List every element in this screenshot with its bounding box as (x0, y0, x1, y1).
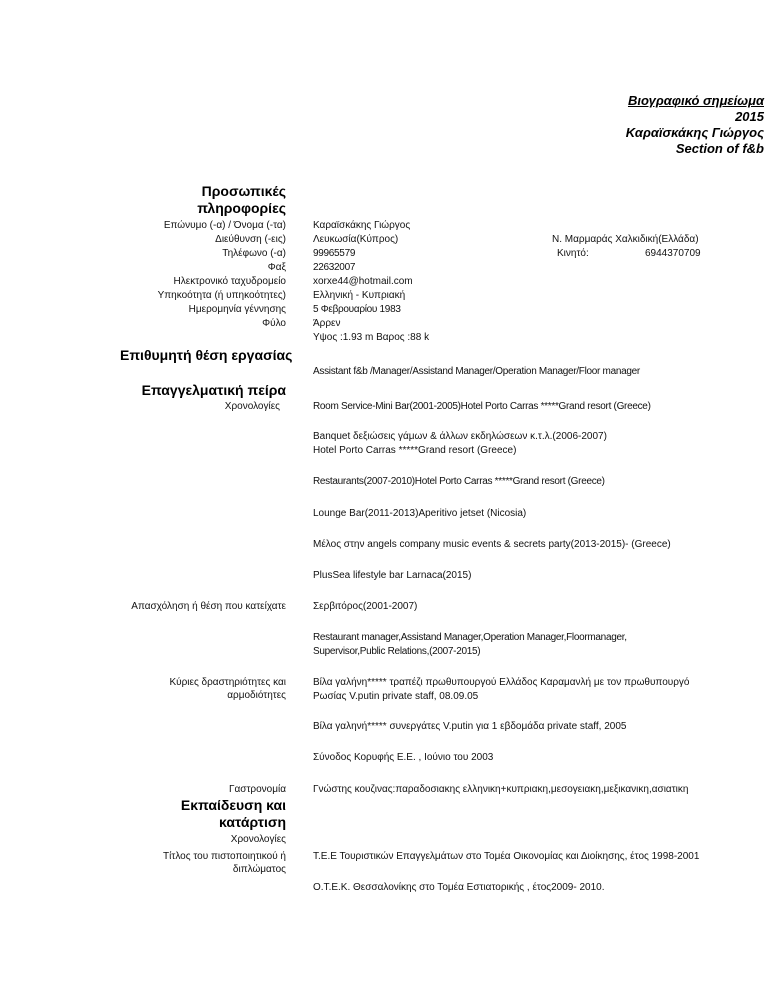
desired-position-title: Επιθυμητή θέση εργασίας (120, 347, 293, 363)
cv-title: Βιογραφικό σημείωμα (627, 93, 764, 108)
duty-entry: Βίλα γαληνή***** συνεργάτες V.putin για 1 εβδομάδα private staff, 2005 (313, 721, 627, 732)
label-name: Επώνυμο (-α) / Όνομα (-τα) (163, 220, 286, 231)
label-phone: Τηλέφωνο (-α) (222, 248, 286, 259)
label-address: Διεύθυνση (-εις) (215, 234, 286, 245)
value-mobile: 6944370709 (645, 248, 701, 259)
value-nationality: Ελληνική - Κυπριακή (313, 290, 406, 301)
label-fax: Φαξ (267, 262, 286, 273)
experience-entry: Hotel Porto Carras *****Grand resort (Greece) (313, 445, 517, 456)
education-entry: Ο.Τ.Ε.Κ. Θεσσαλονίκης στο Τομέα Εστιατορικής , έτος2009- 2010. (313, 882, 605, 893)
personal-info-title: Προσωπικές πληροφορίες (197, 183, 286, 216)
value-name: Καραϊσκάκης Γιώργος (313, 220, 411, 231)
education-entry: Τ.Ε.Ε Τουριστικών Επαγγελμάτων στο Τομέα Οικονομίας και Διοίκησης, έτος 1998-2001 (313, 851, 700, 862)
experience-dates-label: Χρονολογίες (224, 401, 280, 412)
label-birthdate: Ημερομηνία γέννησης (188, 304, 286, 315)
duty-entry: Ρωσίας V.putin private staff, 08.09.05 (313, 691, 479, 702)
certificate-label: Τίτλος του πιστοποιητικού ή διπλώματος (163, 851, 286, 875)
label-mobile: Κινητό: (557, 248, 589, 259)
gastronomy-label: Γαστρονομία (229, 784, 286, 795)
experience-entry: Banquet δεξιώσεις γάμων & άλλων εκδηλώσεων κ.τ.λ.(2006-2007) (313, 431, 607, 442)
experience-entry: Restaurants(2007-2010)Hotel Porto Carras *****Grand resort (Greece) (313, 476, 605, 487)
value-email: xorxe44@hotmail.com (313, 276, 413, 287)
duty-entry: Βίλα γαλήνη***** τραπέζι πρωθυπουργού Ελλάδος Καραμανλή με τον πρωθυπουργό (313, 677, 690, 688)
experience-entry: Room Service-Mini Bar(2001-2005)Hotel Porto Carras *****Grand resort (Greece) (313, 401, 651, 412)
position-entry: Σερβιτόρος(2001-2007) (313, 601, 418, 612)
value-address-2: Ν. Μαρμαράς Χαλκιδική(Ελλάδα) (552, 234, 699, 245)
value-birthdate: 5 Φεβρουαρίου 1983 (313, 304, 401, 315)
education-dates-label: Χρονολογίες (230, 834, 286, 845)
desired-position-value: Assistant f&b /Manager/Assistand Manager/Operation Manager/Floor manager (313, 366, 640, 377)
value-height-weight: Υψος :1.93 m Βαρος :88 k (313, 332, 430, 343)
value-phone: 99965579 (313, 248, 356, 259)
cv-year: 2015 (735, 109, 764, 124)
duty-entry: Σύνοδος Κορυφής Ε.Ε. , Ιούνιο του 2003 (313, 752, 494, 763)
gastronomy-value: Γνώστης κουζινας:παραδοσιακης ελληνικη+κυπριακη,μεσογειακη,μεξικανικη,ασιατικη (313, 784, 689, 795)
experience-title: Επαγγελματική πείρα (141, 382, 286, 398)
education-title: Εκπαίδευση και κατάρτιση (180, 797, 286, 830)
experience-entry: PlusSea lifestyle bar Larnaca(2015) (313, 570, 472, 581)
experience-entry: Lounge Bar(2011-2013)Aperitivo jetset (Nicosia) (313, 508, 527, 519)
position-entry: Restaurant manager,Assistand Manager,Operation Manager,Floormanager, (313, 632, 627, 643)
value-address: Λευκωσία(Κύπρος) (313, 234, 399, 245)
value-fax: 22632007 (313, 262, 356, 273)
position-label: Απασχόληση ή θέση που κατείχατε (131, 601, 286, 612)
value-gender: Άρρεν (313, 318, 341, 329)
cv-owner-name: Καραϊσκάκης Γιώργος (625, 125, 764, 140)
label-email: Ηλεκτρονικό ταχυδρομείο (173, 276, 286, 287)
experience-entry: Μέλος στην angels company music events & secrets party(2013-2015)- (Greece) (313, 539, 671, 550)
cv-section: Section of f&b (675, 141, 764, 156)
label-gender: Φύλο (262, 318, 286, 329)
label-nationality: Υπηκοότητα (ή υπηκοότητες) (157, 290, 286, 301)
position-entry: Supervisor,Public Relations,(2007-2015) (313, 646, 481, 657)
cv-header (626, 93, 764, 157)
duties-label: Κύριες δραστηριότητες και αρμοδιότητες (169, 677, 286, 701)
